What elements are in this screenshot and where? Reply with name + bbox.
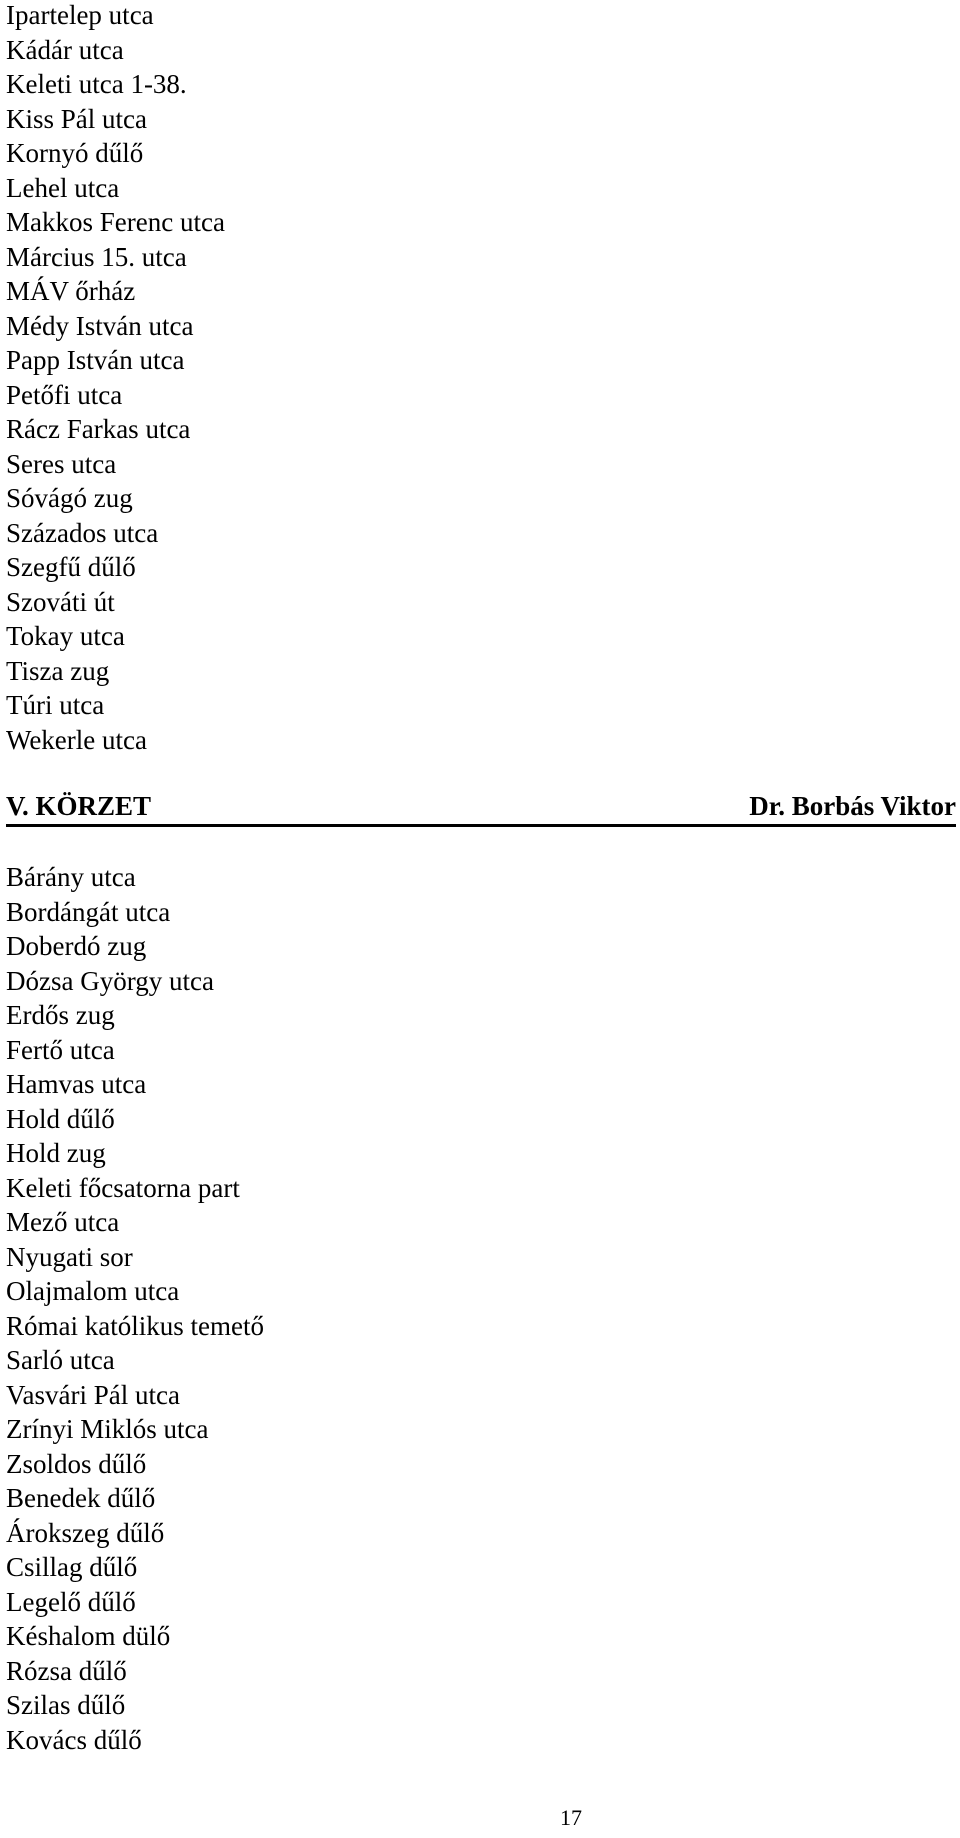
street-item: Tokay utca: [6, 621, 125, 651]
street-item: Rácz Farkas utca: [6, 414, 191, 444]
street-item: Vasvári Pál utca: [6, 1379, 180, 1410]
street-item: Keleti utca 1-38.: [6, 69, 187, 99]
street-item: Késhalom dülő: [6, 1621, 171, 1651]
street-list-previous-district: [6, 0, 225, 757]
street-item: Kiss Pál utca: [6, 103, 147, 134]
district-header: [6, 788, 956, 827]
street-item: Hold dűlő: [6, 1103, 115, 1134]
street-item: Nyugati sor: [6, 1241, 133, 1272]
street-item: Túri utca: [6, 690, 105, 720]
street-item: Ipartelep utca: [6, 0, 154, 30]
street-item: Zsoldos dűlő: [6, 1448, 147, 1479]
street-item: Zrínyi Miklós utca: [6, 1414, 209, 1444]
street-item: Wekerle utca: [6, 724, 147, 755]
page-number: 17: [560, 1805, 582, 1830]
street-item: Keleti főcsatorna part: [6, 1172, 240, 1203]
street-item: Árokszeg dűlő: [6, 1517, 165, 1548]
street-item: Dózsa György utca: [6, 965, 214, 996]
street-item: Tisza zug: [6, 655, 110, 686]
street-item: Hamvas utca: [6, 1069, 147, 1099]
street-item: Római katólikus temető: [6, 1310, 264, 1341]
street-item: Papp István utca: [6, 345, 185, 375]
street-item: Lehel utca: [6, 172, 120, 203]
street-item: Doberdó zug: [6, 931, 147, 961]
street-item: Sóvágó zug: [6, 483, 133, 513]
street-item: Médy István utca: [6, 310, 194, 341]
street-item: Szegfű dűlő: [6, 552, 136, 582]
street-item: Seres utca: [6, 448, 117, 479]
street-item: Március 15. utca: [6, 241, 187, 272]
street-item: Benedek dűlő: [6, 1483, 156, 1513]
street-item: Petőfi utca: [6, 379, 123, 410]
street-item: Sarló utca: [6, 1345, 115, 1375]
street-item: Százados utca: [6, 517, 159, 548]
street-item: Kornyó dűlő: [6, 138, 144, 168]
street-item: Mező utca: [6, 1207, 120, 1237]
street-item: Szilas dűlő: [6, 1690, 126, 1720]
street-item: Makkos Ferenc utca: [6, 207, 225, 237]
street-item: Bordángát utca: [6, 896, 171, 927]
street-item: Szováti út: [6, 586, 115, 617]
street-item: Bárány utca: [6, 862, 136, 892]
street-item: Legelő dűlő: [6, 1586, 136, 1617]
street-item: Hold zug: [6, 1138, 106, 1168]
street-list-district-v: [6, 860, 264, 1757]
street-item: Csillag dűlő: [6, 1552, 138, 1582]
street-item: Olajmalom utca: [6, 1276, 180, 1306]
district-doctor-name: Dr. Borbás Viktor: [749, 791, 956, 821]
district-title: V. KÖRZET: [6, 791, 152, 821]
street-item: MÁV őrház: [6, 276, 136, 306]
street-item: Erdős zug: [6, 1000, 115, 1030]
street-item: Kádár utca: [6, 34, 124, 65]
street-item: Kovács dűlő: [6, 1724, 142, 1755]
street-item: Rózsa dűlő: [6, 1655, 127, 1686]
street-item: Fertő utca: [6, 1034, 115, 1065]
